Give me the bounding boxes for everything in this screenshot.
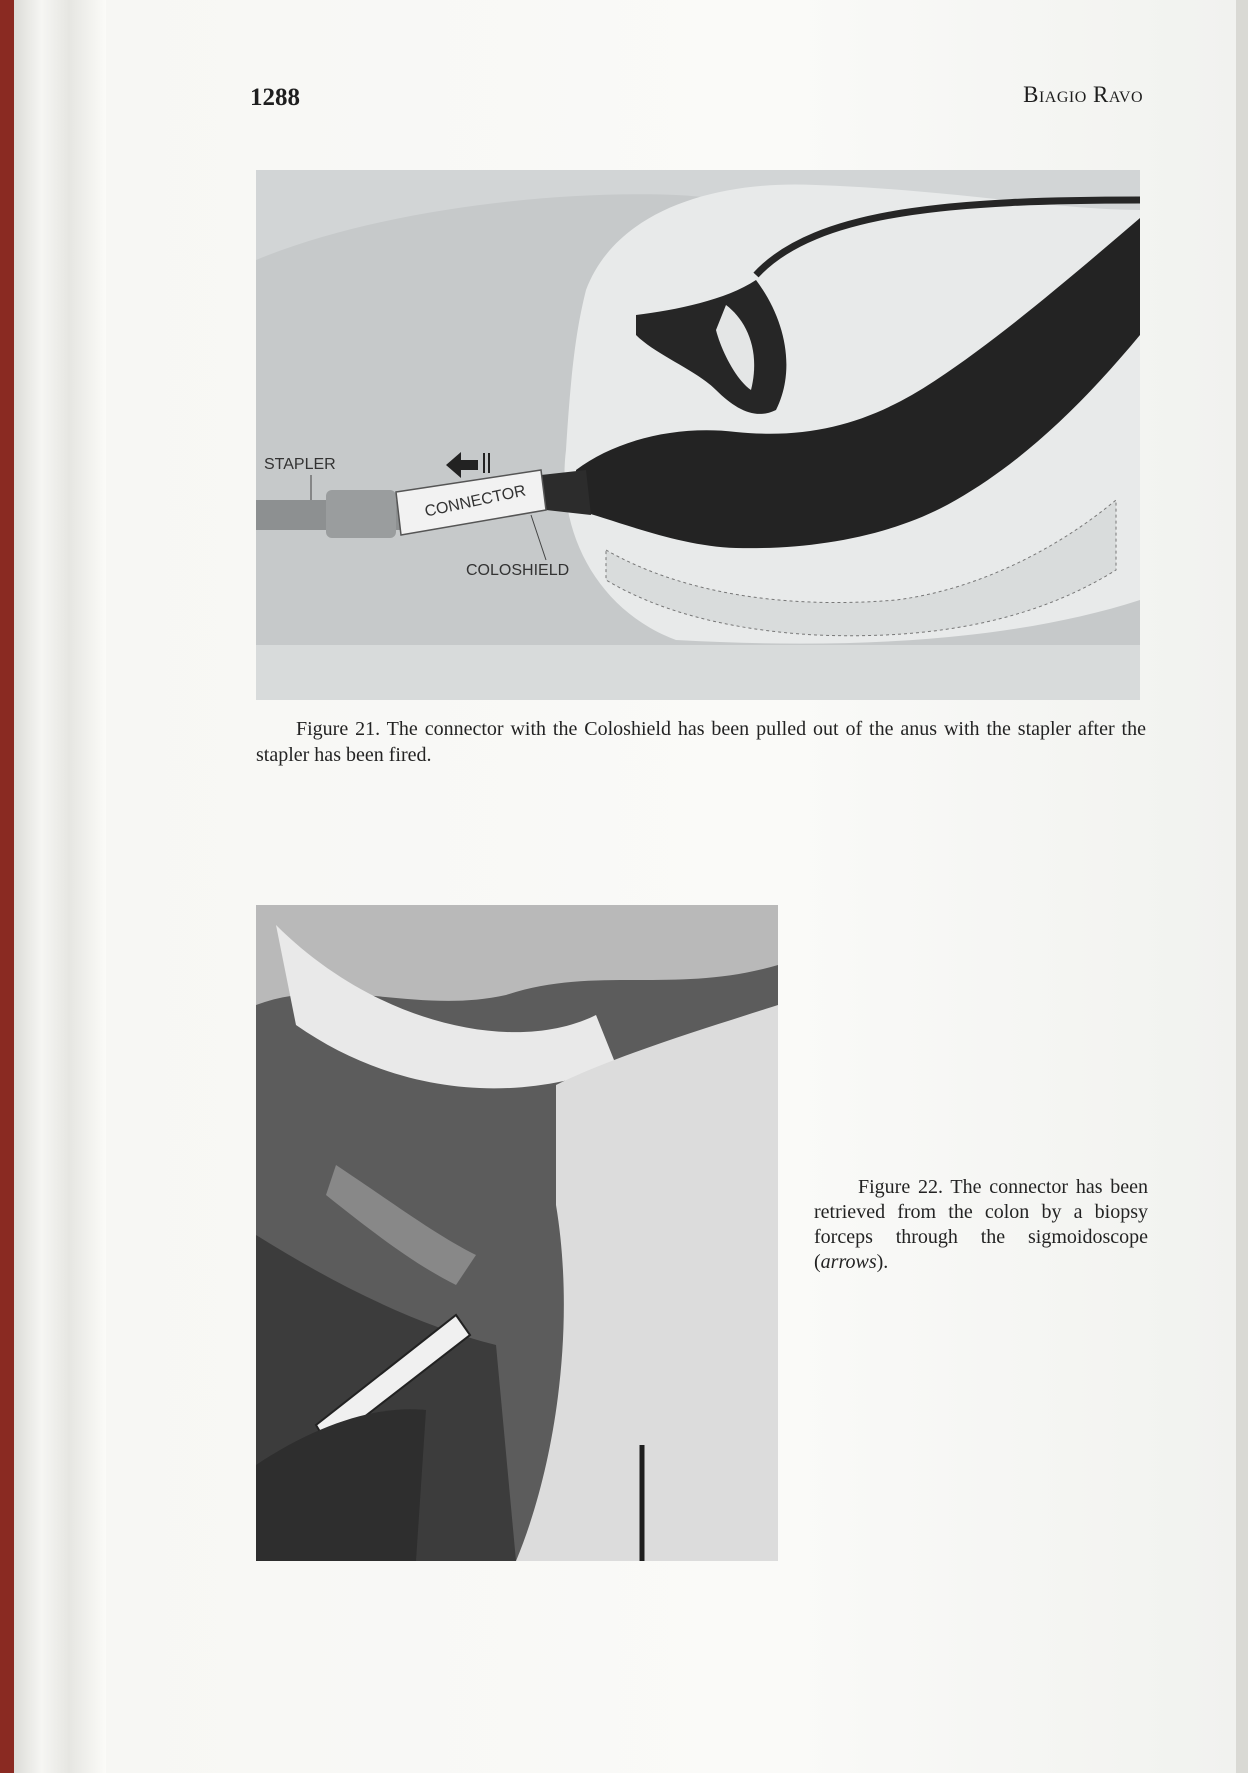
book-binding (0, 0, 14, 1773)
label-connector: CONNECTOR (423, 482, 528, 521)
figure-22-caption-end: ). (876, 1251, 889, 1273)
figure-22-caption (814, 1175, 1148, 1275)
surgical-photo-illustration (256, 905, 778, 1561)
page-number: 1288 (250, 84, 300, 111)
figure-21-caption: Figure 21. The connector with the Coloshield has been pulled out of the anus with the stapler after the stapler has been fired. (256, 718, 1146, 766)
running-head: Biagio Ravo (1023, 82, 1143, 107)
label-coloshield: COLOSHIELD (466, 562, 570, 579)
figure-22-photo (256, 905, 778, 1561)
figure-22-caption-emphasis: arrows (820, 1251, 877, 1273)
figure-22-caption-text: Figure 22. The connector has been retrieved from the colon by a biopsy forceps through the sigmoidoscope ( (814, 1176, 1148, 1273)
figure-21-diagram (256, 170, 1140, 700)
page-shadow (1236, 0, 1248, 1773)
label-stapler: STAPLER (264, 456, 336, 473)
figure-21-illustration (256, 170, 1140, 700)
page-edges (14, 0, 106, 1773)
